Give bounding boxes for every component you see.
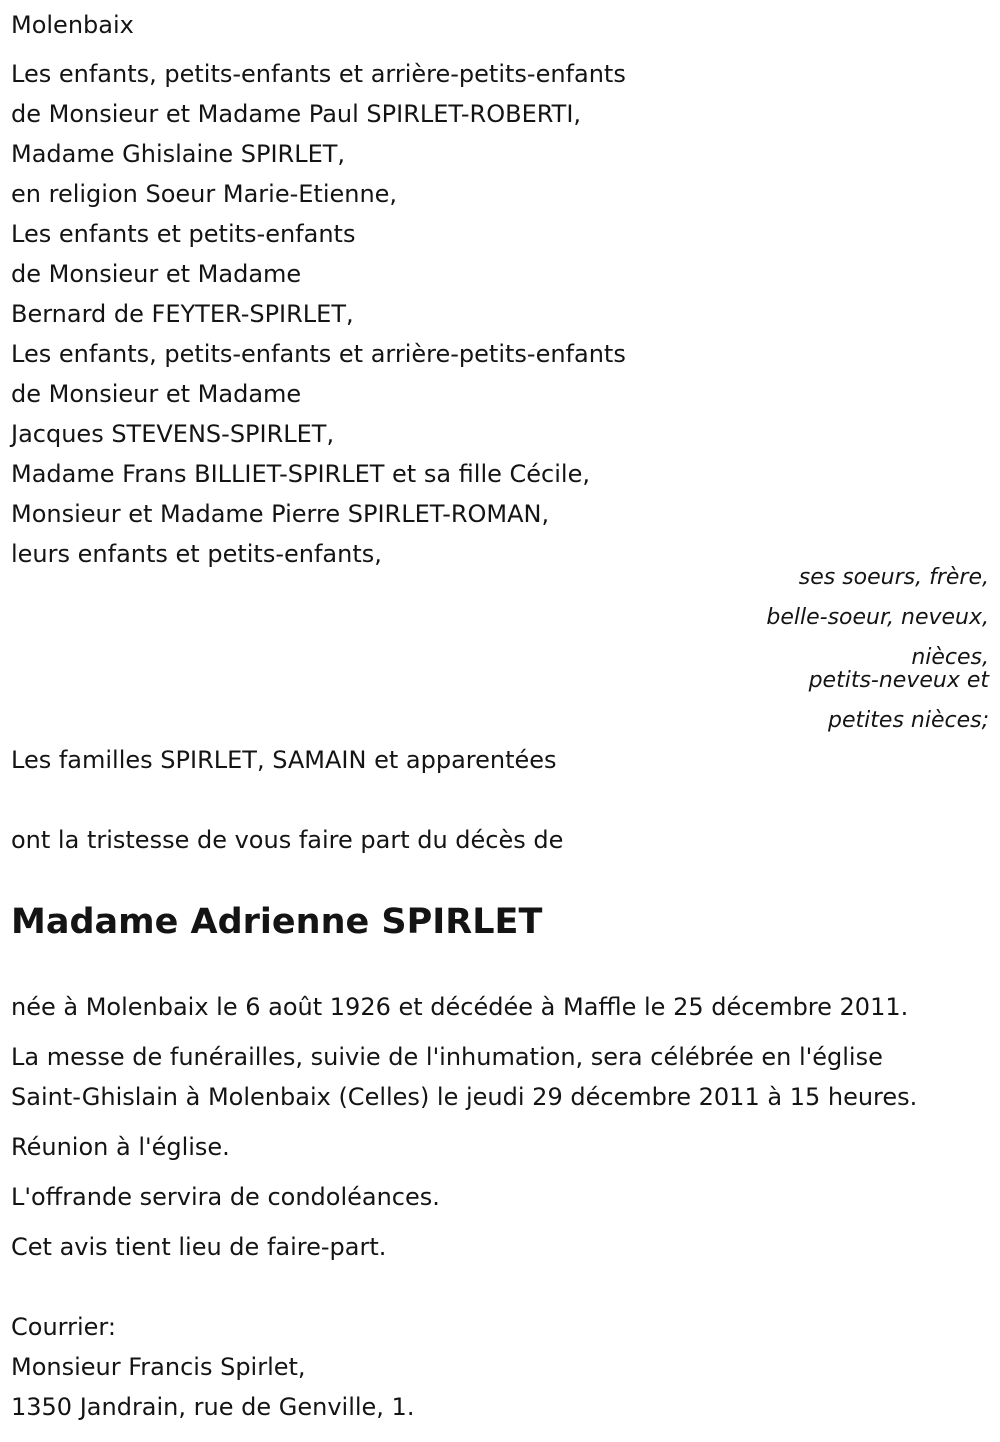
ceremony-line: Saint-Ghislain à Molenbaix (Celles) le jeudi 29 décembre 2011 à 15 heures. xyxy=(11,1083,918,1111)
family-line: Jacques STEVENS-SPIRLET, xyxy=(11,420,335,448)
families-line: Les familles SPIRLET, SAMAIN et apparentées xyxy=(11,746,557,774)
family-line: Madame Frans BILLIET-SPIRLET et sa fille Cécile, xyxy=(11,460,590,488)
family-line: en religion Soeur Marie-Etienne, xyxy=(11,180,398,208)
family-line: Monsieur et Madame Pierre SPIRLET-ROMAN, xyxy=(11,500,550,528)
meeting-line: Réunion à l'église. xyxy=(11,1133,230,1161)
family-line: Les enfants, petits-enfants et arrière-petits-enfants xyxy=(11,60,626,88)
relation-line: ses soeurs, frère, xyxy=(798,565,989,590)
mail-address: 1350 Jandrain, rue de Genville, 1. xyxy=(11,1393,415,1421)
announcement-line: ont la tristesse de vous faire part du décès de xyxy=(11,826,564,854)
relation-line: nièces, xyxy=(911,645,989,670)
family-line: de Monsieur et Madame xyxy=(11,380,302,408)
family-line: Bernard de FEYTER-SPIRLET, xyxy=(11,300,354,328)
offering-line: L'offrande servira de condoléances. xyxy=(11,1183,440,1211)
family-line: Les enfants et petits-enfants xyxy=(11,220,356,248)
deceased-name: Madame Adrienne SPIRLET xyxy=(11,902,543,942)
ceremony-line: La messe de funérailles, suivie de l'inhumation, sera célébrée en l'église xyxy=(11,1043,883,1071)
mail-label: Courrier: xyxy=(11,1313,116,1341)
relation-line: petits-neveux et xyxy=(808,668,989,693)
family-line: de Monsieur et Madame xyxy=(11,260,302,288)
relation-line: petites nièces; xyxy=(828,708,989,733)
family-line: Madame Ghislaine SPIRLET, xyxy=(11,140,346,168)
relation-line: belle-soeur, neveux, xyxy=(766,605,989,630)
family-line: leurs enfants et petits-enfants, xyxy=(11,540,382,568)
family-line: Les enfants, petits-enfants et arrière-petits-enfants xyxy=(11,340,626,368)
mail-name: Monsieur Francis Spirlet, xyxy=(11,1353,306,1381)
place-name: Molenbaix xyxy=(11,11,134,39)
family-line: de Monsieur et Madame Paul SPIRLET-ROBERTI, xyxy=(11,100,582,128)
birth-death-line: née à Molenbaix le 6 août 1926 et décédée à Maffle le 25 décembre 2011. xyxy=(11,993,909,1021)
notice-line: Cet avis tient lieu de faire-part. xyxy=(11,1233,387,1261)
